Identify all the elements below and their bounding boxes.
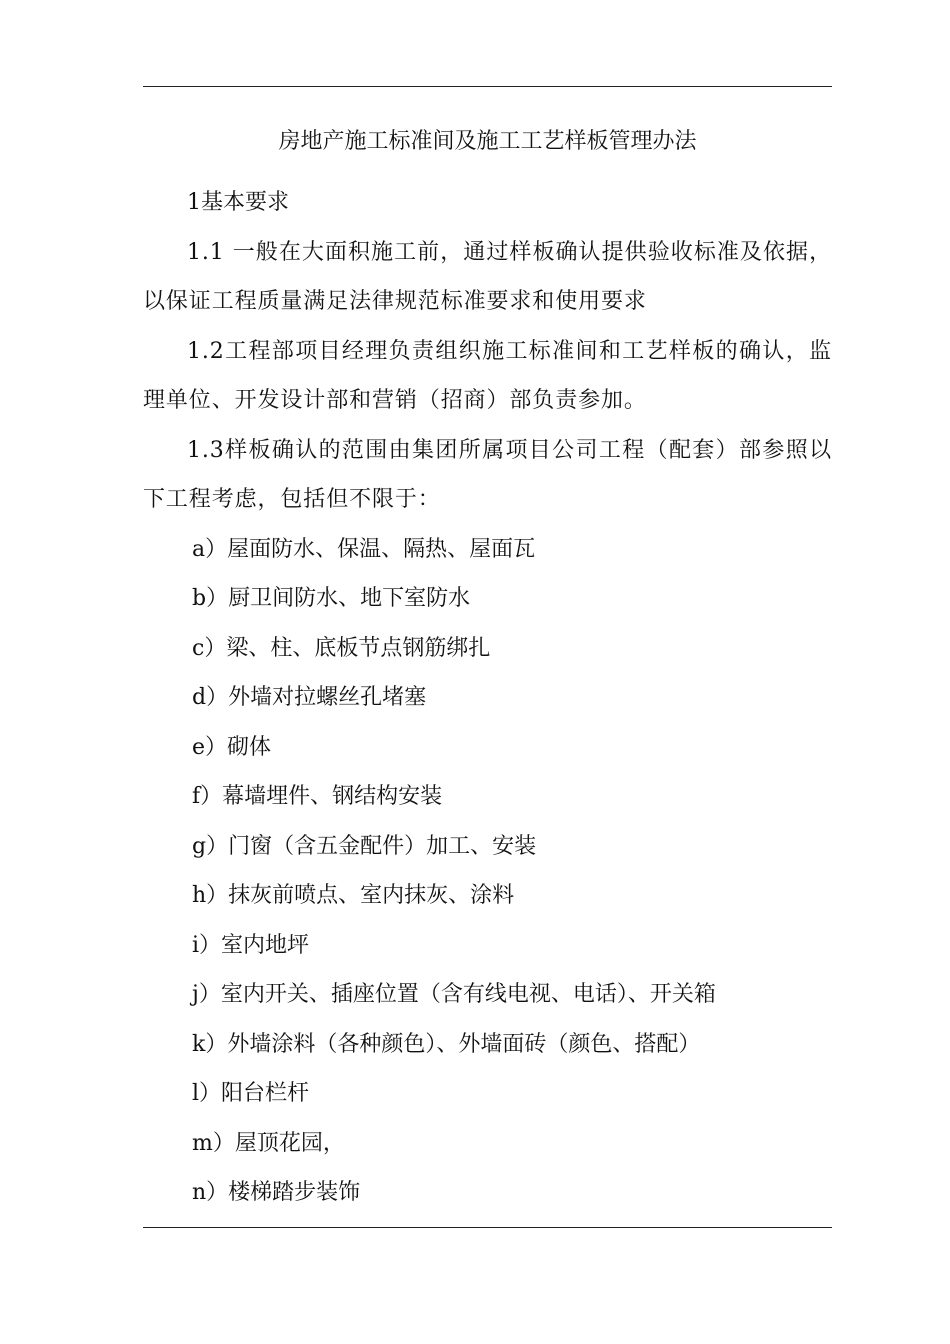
footer-rule [143,1227,832,1228]
paragraph-1-3: 1.3样板确认的范围由集团所属项目公司工程（配套）部参照以下工程考虑，包括但不限于： [143,437,832,512]
list-item: j）室内开关、插座位置（含有线电视、电话）、开关箱 [192,982,716,1007]
list-item: k）外墙涂料（各种颜色）、外墙面砖（颜色、搭配） [192,1031,701,1057]
list-item: e）砌体 [192,734,272,760]
list-item: m）屋顶花园， [192,1130,345,1156]
list-item: i）室内地坪 [192,932,310,958]
header-rule [143,86,832,87]
paragraph-1-1: 1.1 一般在大面积施工前，通过样板确认提供验收标准及依据，以保证工程质量满足法律规范标准要求和使用要求 [143,239,832,314]
list-item: b）厨卫间防水、地下室防水 [192,586,471,611]
list-item: g）门窗（含五金配件）加工、安装 [192,833,537,859]
paragraph-1-2: 1.2工程部项目经理负责组织施工标准间和工艺样板的确认，监理单位、开发设计部和营销（招商）部负责参加。 [143,338,832,413]
list-item: f）幕墙埋件、钢结构安装 [192,784,443,809]
scope-list [143,525,832,1218]
list-item: d）外墙对拉螺丝孔堵塞 [192,685,427,710]
list-item: l）阳台栏杆 [192,1081,310,1106]
list-item: n）楼梯踏步装饰 [192,1180,361,1205]
document-body [143,120,832,1218]
list-item: c）梁、柱、底板节点钢筋绑扎 [192,635,491,661]
list-item: h）抹灰前喷点、室内抹灰、涂料 [192,883,515,908]
document-title: 房地产施工标准间及施工工艺样板管理办法 [278,129,697,154]
section-heading: 1基本要求 [187,190,289,215]
list-item: a）屋面防水、保温、隔热、屋面瓦 [192,536,536,562]
